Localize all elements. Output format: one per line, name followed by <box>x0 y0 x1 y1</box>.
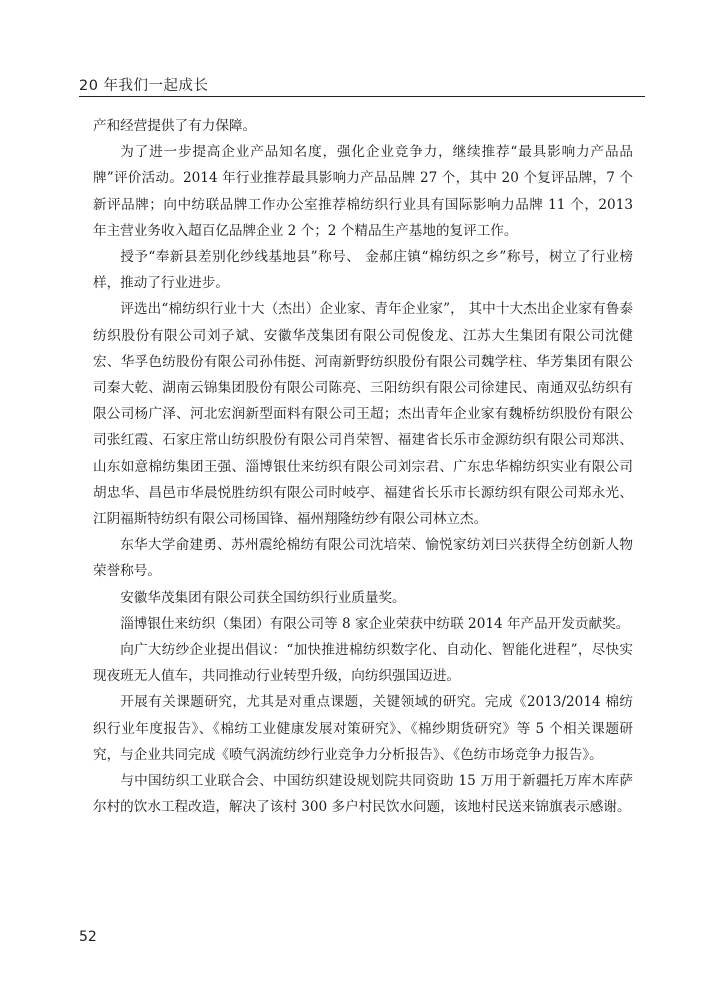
header-title: 20 年我们一起成长 <box>79 78 209 94</box>
body-text <box>93 113 633 820</box>
running-header <box>79 72 645 97</box>
paragraph-continuation: 产和经营提供了有力保障。 <box>93 118 257 134</box>
paragraph-initiative: 向广大纺纱企业提出倡议：“加快推进棉纺织数字化、自动化、智能化进程”，尽快实现夜班无人值车，共同推动行业转型升级，向纺织强国迈进。 <box>93 642 633 685</box>
paragraph-brand-evaluation: 为了进一步提高企业产品知名度，强化企业竞争力，继续推荐“最具影响力产品品牌”评价活动。2014 年行业推荐最具影响力产品品牌 27 个，其中 20 个复评品牌，7 个新评品牌；向中纺联品牌工作办公室推荐棉纺织行业具有国际影响力品牌 11 个，2013 年主营业务收入超百亿品牌企业 2 个；2 个精品生产基地的复评工作。 <box>93 144 633 239</box>
paragraph-entrepreneurs: 评选出“棉纺织行业十大（杰出）企业家、青年企业家”， 其中十大杰出企业家有鲁泰纺织股份有限公司刘子斌、安徽华茂集团有限公司倪俊龙、江苏大生集团有限公司沈健宏、华孚色纺股份有限公司孙伟挺、河南新野纺织股份有限公司魏学柱、华芳集团有限公司秦大乾、湖南云锦集团股份有限公司陈亮、三阳纺织有限公司徐建民、南通双弘纺织有限公司杨广泽、河北宏润新型面料有限公司王超；杰出青年企业家有魏桥纺织股份有限公司张红霞、石家庄常山纺织股份有限公司肖荣智、福建省长乐市金源纺织有限公司郑洪、山东如意棉纺集团王强、淄博银仕来纺织有限公司刘宗君、广东忠华棉纺织实业有限公司胡忠华、昌邑市华晨悦胜纺织有限公司时岐亭、福建省长乐市长源纺织有限公司郑永光、江阴福斯特纺织有限公司杨国锋、福州翔隆纺纱有限公司林立杰。 <box>93 301 633 528</box>
page-number: 52 <box>79 929 97 945</box>
paragraph-innovation-figures: 东华大学俞建勇、苏州震纶棉纺有限公司沈培荣、愉悦家纺刘曰兴获得全纺创新人物荣誉称号。 <box>93 537 633 580</box>
paragraph-research: 开展有关课题研究，尤其是对重点课题，关键领域的研究。完成《2013/2014 棉纺织行业年度报告》、《棉纺工业健康发展对策研究》、《棉纱期货研究》等 5 个相关课题研究，与企业共同完成《喷气涡流纺纱行业竞争力分析报告》、《色纺市场竞争力报告》。 <box>93 694 633 763</box>
paragraph-product-development-award: 淄博银仕来纺织（集团）有限公司等 8 家企业荣获中纺联 2014 年产品开发贡献奖。 <box>120 615 630 632</box>
paragraph-quality-award: 安徽华茂集团有限公司获全国纺织行业质量奖。 <box>120 589 406 606</box>
paragraph-titles-awarded: 授予“奉新县差别化纱线基地县”称号、 金郝庄镇“棉纺织之乡”称号，树立了行业榜样，推动了行业进步。 <box>93 249 633 292</box>
paragraph-donation: 与中国纺织工业联合会、中国纺织建设规划院共同资助 15 万用于新疆托万库木库萨尔村的饮水工程改造，解决了该村 300 多户村民饮水问题，该地村民送来锦旗表示感谢。 <box>93 773 633 816</box>
